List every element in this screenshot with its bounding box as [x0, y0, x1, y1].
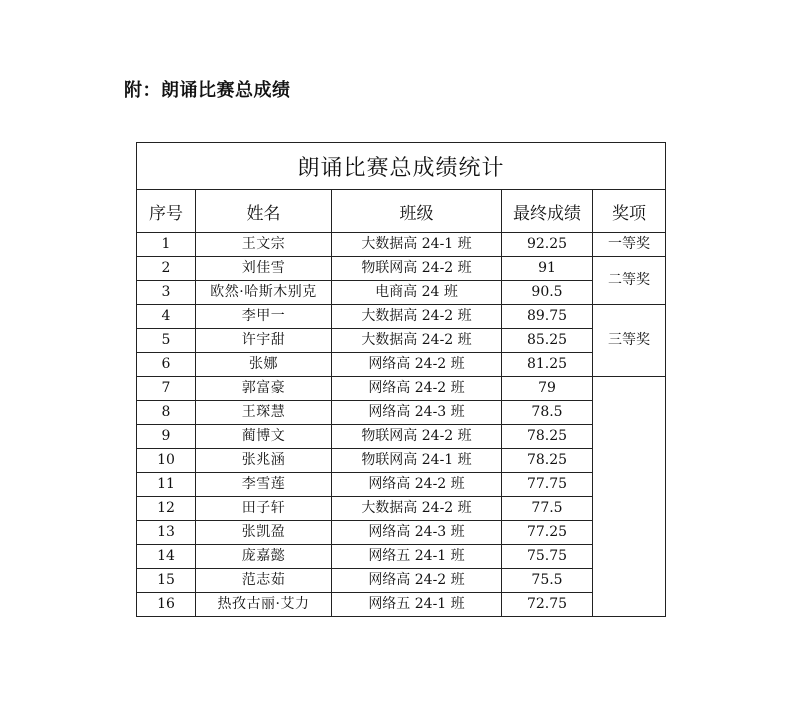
row-class: 网络五 24-1 班 — [332, 545, 502, 569]
row-class: 网络高 24-2 班 — [332, 377, 502, 401]
row-class: 大数据高 24-2 班 — [332, 497, 502, 521]
row-class: 网络高 24-2 班 — [332, 473, 502, 497]
row-name: 田子轩 — [196, 497, 332, 521]
award-first: 一等奖 — [593, 233, 666, 257]
row-name: 王琛慧 — [196, 401, 332, 425]
row-score: 78.5 — [502, 401, 593, 425]
row-score: 72.75 — [502, 593, 593, 617]
table-row — [137, 377, 666, 401]
table-caption: 朗诵比赛总成绩统计 — [137, 143, 666, 190]
row-name: 欧然·哈斯木别克 — [196, 281, 332, 305]
row-score: 92.25 — [502, 233, 593, 257]
table-row — [137, 425, 666, 449]
row-no: 7 — [137, 377, 196, 401]
table-row — [137, 593, 666, 617]
award-third: 三等奖 — [593, 305, 666, 377]
table-row — [137, 305, 666, 329]
row-score: 90.5 — [502, 281, 593, 305]
row-class: 网络高 24-2 班 — [332, 569, 502, 593]
table-row — [137, 521, 666, 545]
row-score: 79 — [502, 377, 593, 401]
row-no: 3 — [137, 281, 196, 305]
row-name: 郭富豪 — [196, 377, 332, 401]
row-score: 78.25 — [502, 449, 593, 473]
row-score: 81.25 — [502, 353, 593, 377]
table-row — [137, 257, 666, 281]
row-class: 网络五 24-1 班 — [332, 593, 502, 617]
row-score: 85.25 — [502, 329, 593, 353]
row-name: 刘佳雪 — [196, 257, 332, 281]
row-score: 77.25 — [502, 521, 593, 545]
row-name: 热孜古丽·艾力 — [196, 593, 332, 617]
table-row — [137, 569, 666, 593]
score-table — [136, 142, 666, 617]
row-name: 张娜 — [196, 353, 332, 377]
row-score: 75.5 — [502, 569, 593, 593]
table-row — [137, 473, 666, 497]
header-class: 班级 — [332, 190, 502, 233]
row-no: 12 — [137, 497, 196, 521]
table-row — [137, 545, 666, 569]
header-award: 奖项 — [593, 190, 666, 233]
row-class: 物联网高 24-1 班 — [332, 449, 502, 473]
row-name: 庞嘉懿 — [196, 545, 332, 569]
row-class: 网络高 24-2 班 — [332, 353, 502, 377]
row-no: 6 — [137, 353, 196, 377]
row-no: 4 — [137, 305, 196, 329]
row-class: 大数据高 24-1 班 — [332, 233, 502, 257]
attachment-title: 附：朗诵比赛总成绩 — [124, 80, 291, 101]
row-score: 75.75 — [502, 545, 593, 569]
table-row — [137, 497, 666, 521]
row-class: 物联网高 24-2 班 — [332, 425, 502, 449]
caption-row — [137, 143, 666, 190]
row-score: 91 — [502, 257, 593, 281]
table-row — [137, 329, 666, 353]
row-no: 9 — [137, 425, 196, 449]
row-class: 电商高 24 班 — [332, 281, 502, 305]
row-name: 李雪莲 — [196, 473, 332, 497]
award-second: 二等奖 — [593, 257, 666, 305]
row-class: 大数据高 24-2 班 — [332, 329, 502, 353]
table-row — [137, 401, 666, 425]
row-no: 8 — [137, 401, 196, 425]
row-name: 张凯盈 — [196, 521, 332, 545]
row-no: 1 — [137, 233, 196, 257]
row-score: 78.25 — [502, 425, 593, 449]
row-score: 89.75 — [502, 305, 593, 329]
row-name: 许宇甜 — [196, 329, 332, 353]
row-no: 2 — [137, 257, 196, 281]
row-no: 15 — [137, 569, 196, 593]
header-row — [137, 190, 666, 233]
row-name: 蔺博文 — [196, 425, 332, 449]
row-class: 物联网高 24-2 班 — [332, 257, 502, 281]
table-row — [137, 281, 666, 305]
table-row — [137, 353, 666, 377]
header-name: 姓名 — [196, 190, 332, 233]
row-class: 网络高 24-3 班 — [332, 521, 502, 545]
award-empty — [593, 377, 666, 617]
row-no: 14 — [137, 545, 196, 569]
row-name: 李甲一 — [196, 305, 332, 329]
row-no: 10 — [137, 449, 196, 473]
row-name: 范志茹 — [196, 569, 332, 593]
row-no: 11 — [137, 473, 196, 497]
row-score: 77.5 — [502, 497, 593, 521]
table-row — [137, 449, 666, 473]
row-class: 大数据高 24-2 班 — [332, 305, 502, 329]
row-class: 网络高 24-3 班 — [332, 401, 502, 425]
table-row — [137, 233, 666, 257]
row-no: 13 — [137, 521, 196, 545]
row-name: 王文宗 — [196, 233, 332, 257]
row-no: 5 — [137, 329, 196, 353]
row-no: 16 — [137, 593, 196, 617]
header-no: 序号 — [137, 190, 196, 233]
header-score: 最终成绩 — [502, 190, 593, 233]
row-score: 77.75 — [502, 473, 593, 497]
row-name: 张兆涵 — [196, 449, 332, 473]
